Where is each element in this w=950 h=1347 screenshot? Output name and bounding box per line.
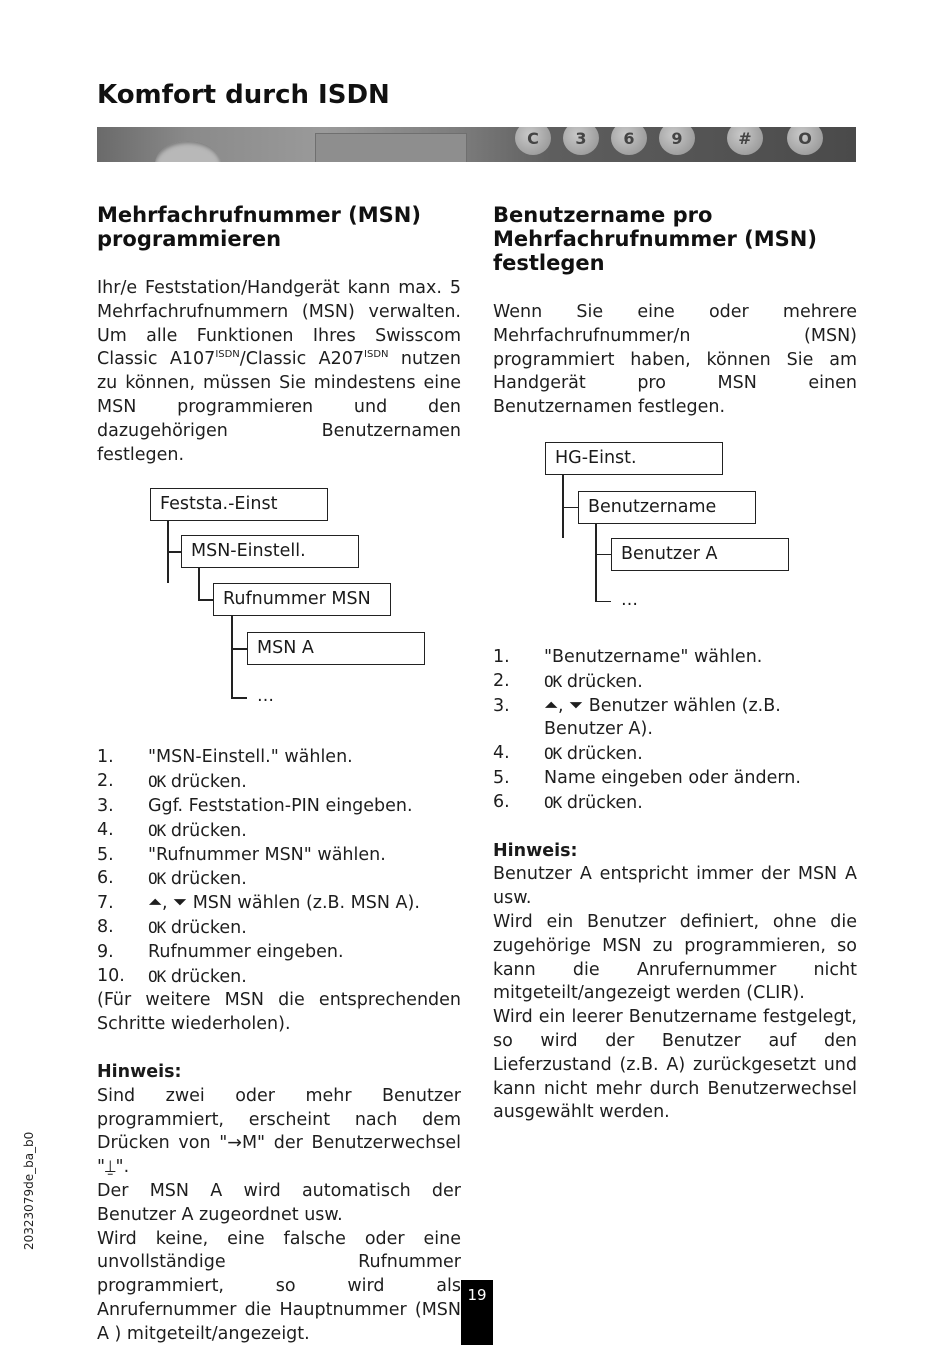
list-item: 6. OK drücken. — [493, 791, 643, 813]
left-heading: Mehrfachrufnummer (MSN) programmieren — [97, 203, 421, 251]
list-item: 6. OK drücken. — [97, 868, 247, 890]
right-steps — [493, 646, 857, 816]
list-item: 5. "Rufnummer MSN" wählen. — [97, 844, 386, 865]
right-heading: Benutzername pro Mehrfachrufnummer (MSN) festlegen — [493, 203, 817, 275]
list-item: 4. OK drücken. — [493, 743, 643, 765]
right-column — [493, 203, 857, 1125]
phone-knob — [155, 141, 221, 162]
page-title: Komfort durch ISDN — [97, 80, 390, 110]
ok-key-icon: OK — [544, 671, 562, 691]
right-note-p3: Wird ein leerer Benutzername festgelegt, so wird der Benutzer auf den Lieferzustand (z.B. A) zurückgesetzt und kann nicht mehr durch Benutzerwechsel ausgewählt werden. — [493, 1007, 857, 1123]
ok-key-icon: OK — [148, 966, 166, 986]
key-hash: # — [727, 127, 763, 155]
list-item: 3. Ggf. Feststation-PIN eingeben. — [97, 795, 413, 816]
list-item: 9. Rufnummer eingeben. — [97, 941, 344, 962]
list-item: 4. OK drücken. — [97, 819, 247, 841]
left-menu-tree — [97, 483, 461, 736]
left-note-p3: Wird keine, eine falsche oder eine unvollständige Rufnummer programmiert, so wird als Anrufernummer die Hauptnummer (MSN A ) mitgeteilt/angezeigt. — [97, 1228, 461, 1344]
ok-key-icon: OK — [544, 792, 562, 812]
left-note-p2: Der MSN A wird automatisch der Benutzer A zugeordnet usw. — [97, 1180, 461, 1225]
list-item: 5. Name eingeben oder ändern. — [493, 767, 801, 788]
ok-key-icon: OK — [148, 772, 166, 792]
phone-screen — [315, 133, 467, 162]
right-note-p1: Benutzer A entspricht immer der MSN A usw. — [493, 864, 857, 909]
right-menu-tree — [493, 440, 857, 640]
list-item: 1. "Benutzername" wählen. — [493, 646, 763, 667]
left-column — [97, 203, 461, 1347]
menu-benutzername: Benutzername — [578, 491, 756, 524]
list-item: 8. OK drücken. — [97, 916, 247, 938]
menu-ellipsis: … — [257, 686, 274, 707]
key-3: 3 — [563, 127, 599, 155]
list-item: 1. "MSN-Einstell." wählen. — [97, 747, 353, 768]
header-banner-image — [97, 127, 856, 162]
ok-key-icon: OK — [544, 744, 562, 764]
list-item: 2. OK drücken. — [97, 771, 247, 793]
right-intro: Wenn Sie eine oder mehrere Mehrfachrufnummer/n (MSN) programmiert haben, können Sie am Handgerät pro MSN einen Benutzernamen festlegen. — [493, 302, 857, 418]
right-note-p2: Wird ein Benutzer definiert, ohne die zugehörige MSN zu programmieren, so kann die Anrufernummer nicht mitgeteilt/angezeigt werden (CLIR). — [493, 911, 857, 1004]
key-6: 6 — [611, 127, 647, 155]
page-number: 19 — [461, 1280, 493, 1345]
list-item: 7. ⏶, ⏷ MSN wählen (z.B. MSN A). — [97, 893, 420, 914]
menu-hg-einst: HG-Einst. — [545, 442, 723, 475]
left-steps — [97, 746, 461, 989]
menu-msn-einstell: MSN-Einstell. — [181, 535, 359, 568]
key-c: C — [515, 127, 551, 155]
left-repeat-note: (Für weitere MSN die entsprechenden Schritte wiederholen). — [97, 990, 461, 1035]
document-code: 20323079de_ba_b0 — [22, 1131, 36, 1250]
left-note-p1: Sind zwei oder mehr Benutzer programmiert, erscheint nach dem Drücken von "→M" der Benutzerwechsel "⍊". — [97, 1085, 461, 1178]
left-note-label: Hinweis: — [97, 1061, 182, 1082]
key-o: O — [787, 127, 823, 155]
key-9: 9 — [659, 127, 695, 155]
ok-key-icon: OK — [148, 917, 166, 937]
menu-feststa-einst: Feststa.-Einst — [150, 488, 328, 521]
menu-ellipsis: … — [621, 589, 638, 610]
list-item: 10. OK drücken. — [97, 965, 247, 987]
ok-key-icon: OK — [148, 820, 166, 840]
menu-rufnummer-msn: Rufnummer MSN — [213, 583, 391, 616]
menu-msn-a: MSN A — [247, 632, 425, 665]
left-intro: Ihr/e Feststation/Handgerät kann max. 5 Mehrfachrufnummern (MSN) verwalten. Um alle Funktionen Ihres Swisscom Classic $A107^{ISDN}$/Classic $A207^{ISDN}$ nutzen zu können, müssen Sie mindestens eine MSN programmieren und den dazugehörigen Benutzernamen festlegen. — [97, 278, 461, 465]
right-note-label: Hinweis: — [493, 840, 578, 861]
ok-key-icon: OK — [148, 869, 166, 889]
menu-benutzer-a: Benutzer A — [611, 538, 789, 571]
list-item: 3. ⏶, ⏷ Benutzer wählen (z.B. Benutzer A). — [493, 695, 781, 740]
list-item: 2. OK drücken. — [493, 670, 643, 692]
